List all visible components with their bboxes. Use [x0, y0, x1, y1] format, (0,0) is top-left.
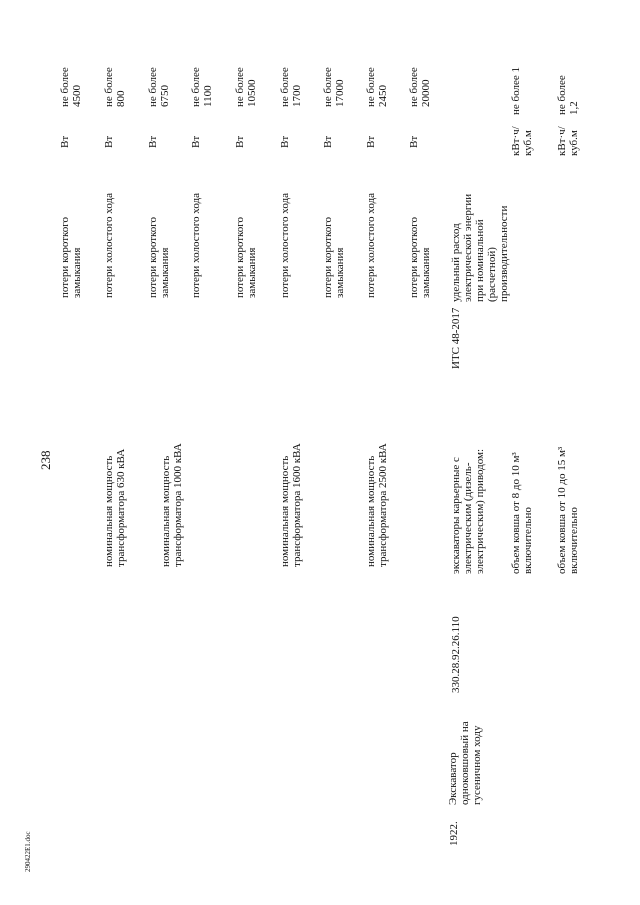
unit: Вт	[103, 135, 115, 148]
value: не более 800	[103, 67, 127, 107]
char-short-circuit-loss: потери короткого замыкания	[322, 216, 346, 298]
item-code: 330.28.92.26.110	[450, 616, 462, 693]
page-number: 238	[38, 450, 53, 470]
item-name: Экскаватор одноковшовый на гусеничном ходу	[447, 721, 483, 805]
param-transformer-630: номинальная мощность трансформатора 630 кВА	[103, 448, 127, 567]
value: не более 1700	[279, 67, 303, 107]
unit: Вт	[59, 135, 71, 148]
char-no-load-loss: потери холостого хода	[103, 192, 115, 298]
char-no-load-loss: потери холостого хода	[279, 192, 291, 298]
value: не более 17000	[322, 67, 346, 107]
char-specific-energy: удельный расход электрической энергии при номинальной (расчетной) производительности	[450, 193, 510, 302]
item-number: 1922.	[448, 821, 460, 846]
value: не более 1	[510, 67, 522, 115]
unit: Вт	[234, 135, 246, 148]
unit: Вт	[147, 135, 159, 148]
char-short-circuit-loss: потери короткого замыкания	[59, 216, 83, 298]
unit: Вт	[322, 135, 334, 148]
standard-reference: ИТС 48-2017	[450, 307, 462, 369]
value: не более 2450	[365, 67, 389, 107]
char-short-circuit-loss: потери короткого замыкания	[234, 216, 258, 298]
char-no-load-loss: потери холостого хода	[190, 192, 202, 298]
value: не более 4500	[59, 67, 83, 107]
unit: кВт·ч/ куб.м	[556, 126, 580, 156]
value: не более 6750	[147, 67, 171, 107]
value: не более 20000	[408, 67, 432, 107]
param-bucket-8-10: объем ковша от 8 до 10 м³ включительно	[510, 452, 534, 574]
value: не более 1,2	[556, 75, 580, 115]
unit: Вт	[190, 135, 202, 148]
char-no-load-loss: потери холостого хода	[365, 192, 377, 298]
param-transformer-1000: номинальная мощность трансформатора 1000 кВА	[160, 443, 184, 567]
value: не более 10500	[234, 67, 258, 107]
value: не более 1100	[190, 67, 214, 107]
param-excavators: экскаваторы карьерные с электрическим (дизель- электрическим) приводом:	[450, 448, 486, 574]
char-short-circuit-loss: потери короткого замыкания	[408, 216, 432, 298]
param-transformer-2500: номинальная мощность трансформатора 2500 кВА	[365, 443, 389, 567]
unit: кВт·ч/ куб.м	[510, 126, 534, 156]
char-short-circuit-loss: потери короткого замыкания	[147, 216, 171, 298]
param-bucket-10-15: объем ковша от 10 до 15 м³ включительно	[556, 446, 580, 574]
unit: Вт	[365, 135, 377, 148]
footer-code: 290422E1.doc	[24, 831, 32, 872]
unit: Вт	[279, 135, 291, 148]
param-transformer-1600: номинальная мощность трансформатора 1600 кВА	[279, 443, 303, 567]
unit: Вт	[408, 135, 420, 148]
